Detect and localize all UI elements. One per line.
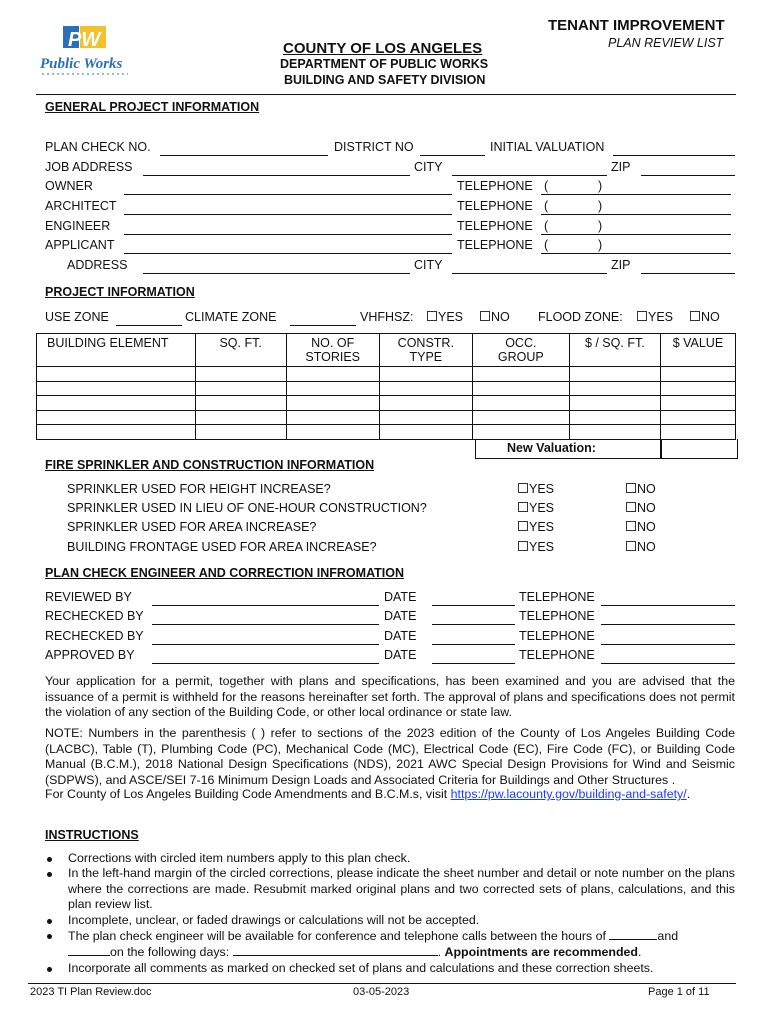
vhfhsz-no-label: NO [491,310,510,324]
owner-field[interactable] [124,194,452,195]
rechecked-by-label-2: RECHECKED BY [45,629,144,643]
list-item [45,866,735,912]
applicant-city-label: CITY [414,258,443,272]
instruction-text: on the following days: [110,945,230,960]
engineer-label: ENGINEER [45,219,111,233]
use-zone-field[interactable] [116,325,182,326]
architect-field[interactable] [124,214,452,215]
rechecked-telephone-label-1: TELEPHONE [519,609,595,623]
vhfhsz-no-checkbox[interactable] [480,311,490,321]
flood-zone-label: FLOOD ZONE: [538,310,623,324]
district-no-label: DISTRICT NO [334,140,414,154]
col-building-element: BUILDING ELEMENT [37,334,196,367]
new-valuation-value-box[interactable] [660,439,738,459]
applicant-city-field[interactable] [452,273,607,274]
amendments-paragraph [45,787,735,803]
approved-date-field[interactable] [432,663,515,664]
no-label: NO [637,482,656,496]
owner-telephone-label: TELEPHONE [457,179,533,193]
yes-label: YES [529,501,555,515]
table-header-row [37,334,736,367]
city-label: CITY [414,160,443,174]
reviewed-date-label: DATE [384,590,417,604]
reviewed-telephone-field[interactable] [601,605,735,606]
footer-rule [28,983,736,984]
engineer-telephone-label: TELEPHONE [457,219,533,233]
agency-name: COUNTY OF LOS ANGELES [283,40,483,57]
architect-telephone-field[interactable] [541,214,731,215]
rechecked-date-label-2: DATE [384,629,417,643]
footer-page: Page 1 of 11 [648,986,710,998]
appointments-note: Appointments are recommended [444,945,639,960]
list-item [45,913,735,928]
vhfhsz-label: VHFHSZ: [360,310,414,324]
instructions-section-title: INSTRUCTIONS [45,828,139,842]
table-row[interactable] [37,367,736,382]
instruction-text: Incorporate all comments as marked on checked set of plans and calculations and these correction sheets. [68,960,654,975]
applicant-zip-field[interactable] [641,273,735,274]
col-occ-group: OCC. GROUP [472,334,569,367]
no-label: NO [637,520,656,534]
sprinkler-q2-no[interactable] [626,501,656,515]
sprinkler-q3-yes-checkbox[interactable] [518,521,528,531]
logo [36,20,136,78]
instruction-text: . [638,945,642,960]
district-no-field[interactable] [420,155,485,156]
sprinkler-q1-yes[interactable] [518,482,554,496]
no-label: NO [637,540,656,554]
instruction-text: and [657,929,679,944]
job-address-label: JOB ADDRESS [45,160,133,174]
hours-to-field[interactable] [68,944,110,956]
document-subtitle: PLAN REVIEW LIST [608,36,724,50]
rechecked-telephone-field-1[interactable] [601,624,735,625]
sprinkler-question-1: SPRINKLER USED FOR HEIGHT INCREASE? [67,482,331,496]
approved-date-label: DATE [384,648,417,662]
architect-paren-open: ( [544,199,549,213]
flood-no-checkbox[interactable] [690,311,700,321]
applicant-zip-label: ZIP [611,258,631,272]
col-price-per-sqft: $ / SQ. FT. [569,334,660,367]
owner-label: OWNER [45,179,93,193]
sprinkler-question-3: SPRINKLER USED FOR AREA INCREASE? [67,520,317,534]
engineer-paren-close: ) [598,219,603,233]
table-row[interactable] [37,381,736,396]
public-works-logo-icon [36,20,136,78]
engineer-paren-open: ( [544,219,549,233]
approved-telephone-label: TELEPHONE [519,648,595,662]
flood-yes-label: YES [648,310,674,324]
col-constr-type: CONSTR. TYPE [379,334,472,367]
hours-from-field[interactable] [609,928,657,940]
building-safety-link[interactable]: https://pw.lacounty.gov/building-and-safety/ [450,787,687,801]
instruction-text: In the left-hand margin of the circled corrections, please indicate the sheet number and detail or note number on the plans where the corrections are made. Resubmit marked original plans and two corrected sets of plans, calculations, and this plan review list. [68,866,735,912]
initial-valuation-label: INITIAL VALUATION [490,140,605,154]
applicant-paren-close: ) [598,238,603,252]
rechecked-telephone-label-2: TELEPHONE [519,629,595,643]
approved-telephone-field[interactable] [601,663,735,664]
architect-label: ARCHITECT [45,199,117,213]
sprinkler-q4-yes[interactable] [518,540,554,554]
division-name: BUILDING AND SAFETY DIVISION [284,73,486,87]
table-row[interactable] [37,425,736,440]
sprinkler-section-title: FIRE SPRINKLER AND CONSTRUCTION INFORMATION [45,458,375,472]
bullet-icon [47,857,52,862]
col-value: $ VALUE [660,334,735,367]
no-label: NO [637,501,656,515]
initial-valuation-field[interactable] [613,155,735,156]
building-element-table [36,333,736,440]
sprinkler-q3-no-checkbox[interactable] [626,521,636,531]
reviewed-by-field[interactable] [152,605,379,606]
project-section-title: PROJECT INFORMATION [45,285,195,299]
applicant-telephone-label: TELEPHONE [457,238,533,252]
flood-no-label: NO [701,310,720,324]
engineer-field[interactable] [124,234,452,235]
applicant-paren-open: ( [544,238,549,252]
col-stories: NO. OF STORIES [286,334,379,367]
plan-check-no-label: PLAN CHECK NO. [45,140,151,154]
logo-mark: PW [68,29,101,51]
footer-filename: 2023 TI Plan Review.doc [30,986,152,998]
table-row[interactable] [37,396,736,411]
climate-zone-field[interactable] [290,325,356,326]
sprinkler-q1-yes-checkbox[interactable] [518,483,528,493]
amendments-text: For County of Los Angeles Building Code Amendments and B.C.M.s, visit [45,787,451,801]
applicant-label: APPLICANT [45,238,115,252]
vhfhsz-yes-checkbox[interactable] [427,311,437,321]
sprinkler-question-4: BUILDING FRONTAGE USED FOR AREA INCREASE? [67,540,377,554]
architect-paren-close: ) [598,199,603,213]
rechecked-date-label-1: DATE [384,609,417,623]
sprinkler-q3-yes[interactable] [518,520,554,534]
reviewed-telephone-label: TELEPHONE [519,590,595,604]
instruction-text: . [437,945,442,960]
instructions-list [45,851,735,976]
sprinkler-q2-no-checkbox[interactable] [626,502,636,512]
owner-paren-open: ( [544,179,549,193]
sprinkler-q2-yes[interactable] [518,501,554,515]
city-field[interactable] [452,175,607,176]
reviewed-by-label: REVIEWED BY [45,590,132,604]
vhfhsz-yes-option[interactable] [427,310,463,324]
engineer-telephone-field[interactable] [541,234,731,235]
instruction-text: Corrections with circled item numbers apply to this plan check. [68,851,411,865]
bullet-icon [47,934,52,939]
sprinkler-question-2: SPRINKLER USED IN LIEU OF ONE-HOUR CONSTRUCTION? [67,501,427,515]
climate-zone-label: CLIMATE ZONE [185,310,277,324]
instruction-text: The plan check engineer will be available for conference and telephone calls between the hours of [68,929,606,944]
engineer-section-title: PLAN CHECK ENGINEER AND CORRECTION INFROMATION [45,566,405,580]
approved-by-field[interactable] [152,663,379,664]
general-section-title: GENERAL PROJECT INFORMATION [45,100,260,114]
flood-yes-checkbox[interactable] [637,311,647,321]
bullet-icon [47,967,52,972]
sprinkler-q1-no-checkbox[interactable] [626,483,636,493]
yes-label: YES [529,540,555,554]
rechecked-telephone-field-2[interactable] [601,644,735,645]
yes-label: YES [529,482,555,496]
footer-date: 03-05-2023 [353,986,410,998]
sprinkler-q4-no[interactable] [626,540,656,554]
yes-label: YES [529,520,555,534]
flood-yes-option[interactable] [637,310,673,324]
applicant-field[interactable] [124,253,452,254]
zip-field[interactable] [641,175,735,176]
job-address-field[interactable] [143,175,410,176]
sprinkler-q4-yes-checkbox[interactable] [518,541,528,551]
amendments-period: . [686,787,691,801]
notice-paragraph: Your application for a permit, together with plans and specifications, has been examined and you are advised that the issuance of a permit is withheld for the reasons hereinafter set forth. The approval of plans and specifications does not permit the violation of any section of the Building Code, or other local ordinance or state law. [45,674,735,719]
applicant-address-label: ADDRESS [67,258,128,272]
bullet-icon [47,919,52,924]
days-field[interactable] [233,944,438,956]
zip-label: ZIP [611,160,631,174]
rechecked-by-label-1: RECHECKED BY [45,609,144,623]
vhfhsz-yes-label: YES [438,310,464,324]
list-item [45,851,735,866]
department-name: DEPARTMENT OF PUBLIC WORKS [280,57,489,71]
applicant-address-field[interactable] [143,273,410,274]
reviewed-date-field[interactable] [432,605,515,606]
instruction-text: Incomplete, unclear, or faded drawings or calculations will not be accepted. [68,912,480,927]
approved-by-label: APPROVED BY [45,648,135,662]
sprinkler-q1-no[interactable] [626,482,656,496]
top-rule [36,94,736,95]
bullet-icon [47,872,52,877]
sprinkler-q2-yes-checkbox[interactable] [518,502,528,512]
rechecked-date-field-1[interactable] [432,624,515,625]
use-zone-label: USE ZONE [45,310,109,324]
new-valuation-label: New Valuation: [507,441,596,455]
owner-paren-close: ) [598,179,603,193]
rechecked-date-field-2[interactable] [432,644,515,645]
logo-caption: Public Works [40,56,123,72]
code-note-paragraph: NOTE: Numbers in the parenthesis ( ) refer to sections of the 2023 edition of the County of Los Angeles Building Code (LACBC), Table (T), Plumbing Code (PC), Mechanical Code (MC), Electrical Code (EC), Fire Code (FC), or Building Code Manual (B.C.M.), 2018 National Design Specifications (NDS), 2021 AWC Special Design Provisions for Wind and Seismic (SDPWS), and ASCE/SEI 7-16 Minimum Design Loads and Associated Criteria for Buildings and Other Structures . [45,726,735,787]
flood-no-option[interactable] [690,310,720,324]
list-item [45,928,735,961]
rechecked-by-field-1[interactable] [152,624,379,625]
document-title: TENANT IMPROVEMENT [548,17,725,34]
table-row[interactable] [37,410,736,425]
applicant-telephone-field[interactable] [541,253,731,254]
architect-telephone-label: TELEPHONE [457,199,533,213]
plan-check-no-field[interactable] [160,155,328,156]
col-sq-ft: SQ. FT. [195,334,286,367]
owner-telephone-field[interactable] [541,194,731,195]
vhfhsz-no-option[interactable] [480,310,510,324]
rechecked-by-field-2[interactable] [152,644,379,645]
sprinkler-q3-no[interactable] [626,520,656,534]
list-item [45,961,735,976]
sprinkler-q4-no-checkbox[interactable] [626,541,636,551]
